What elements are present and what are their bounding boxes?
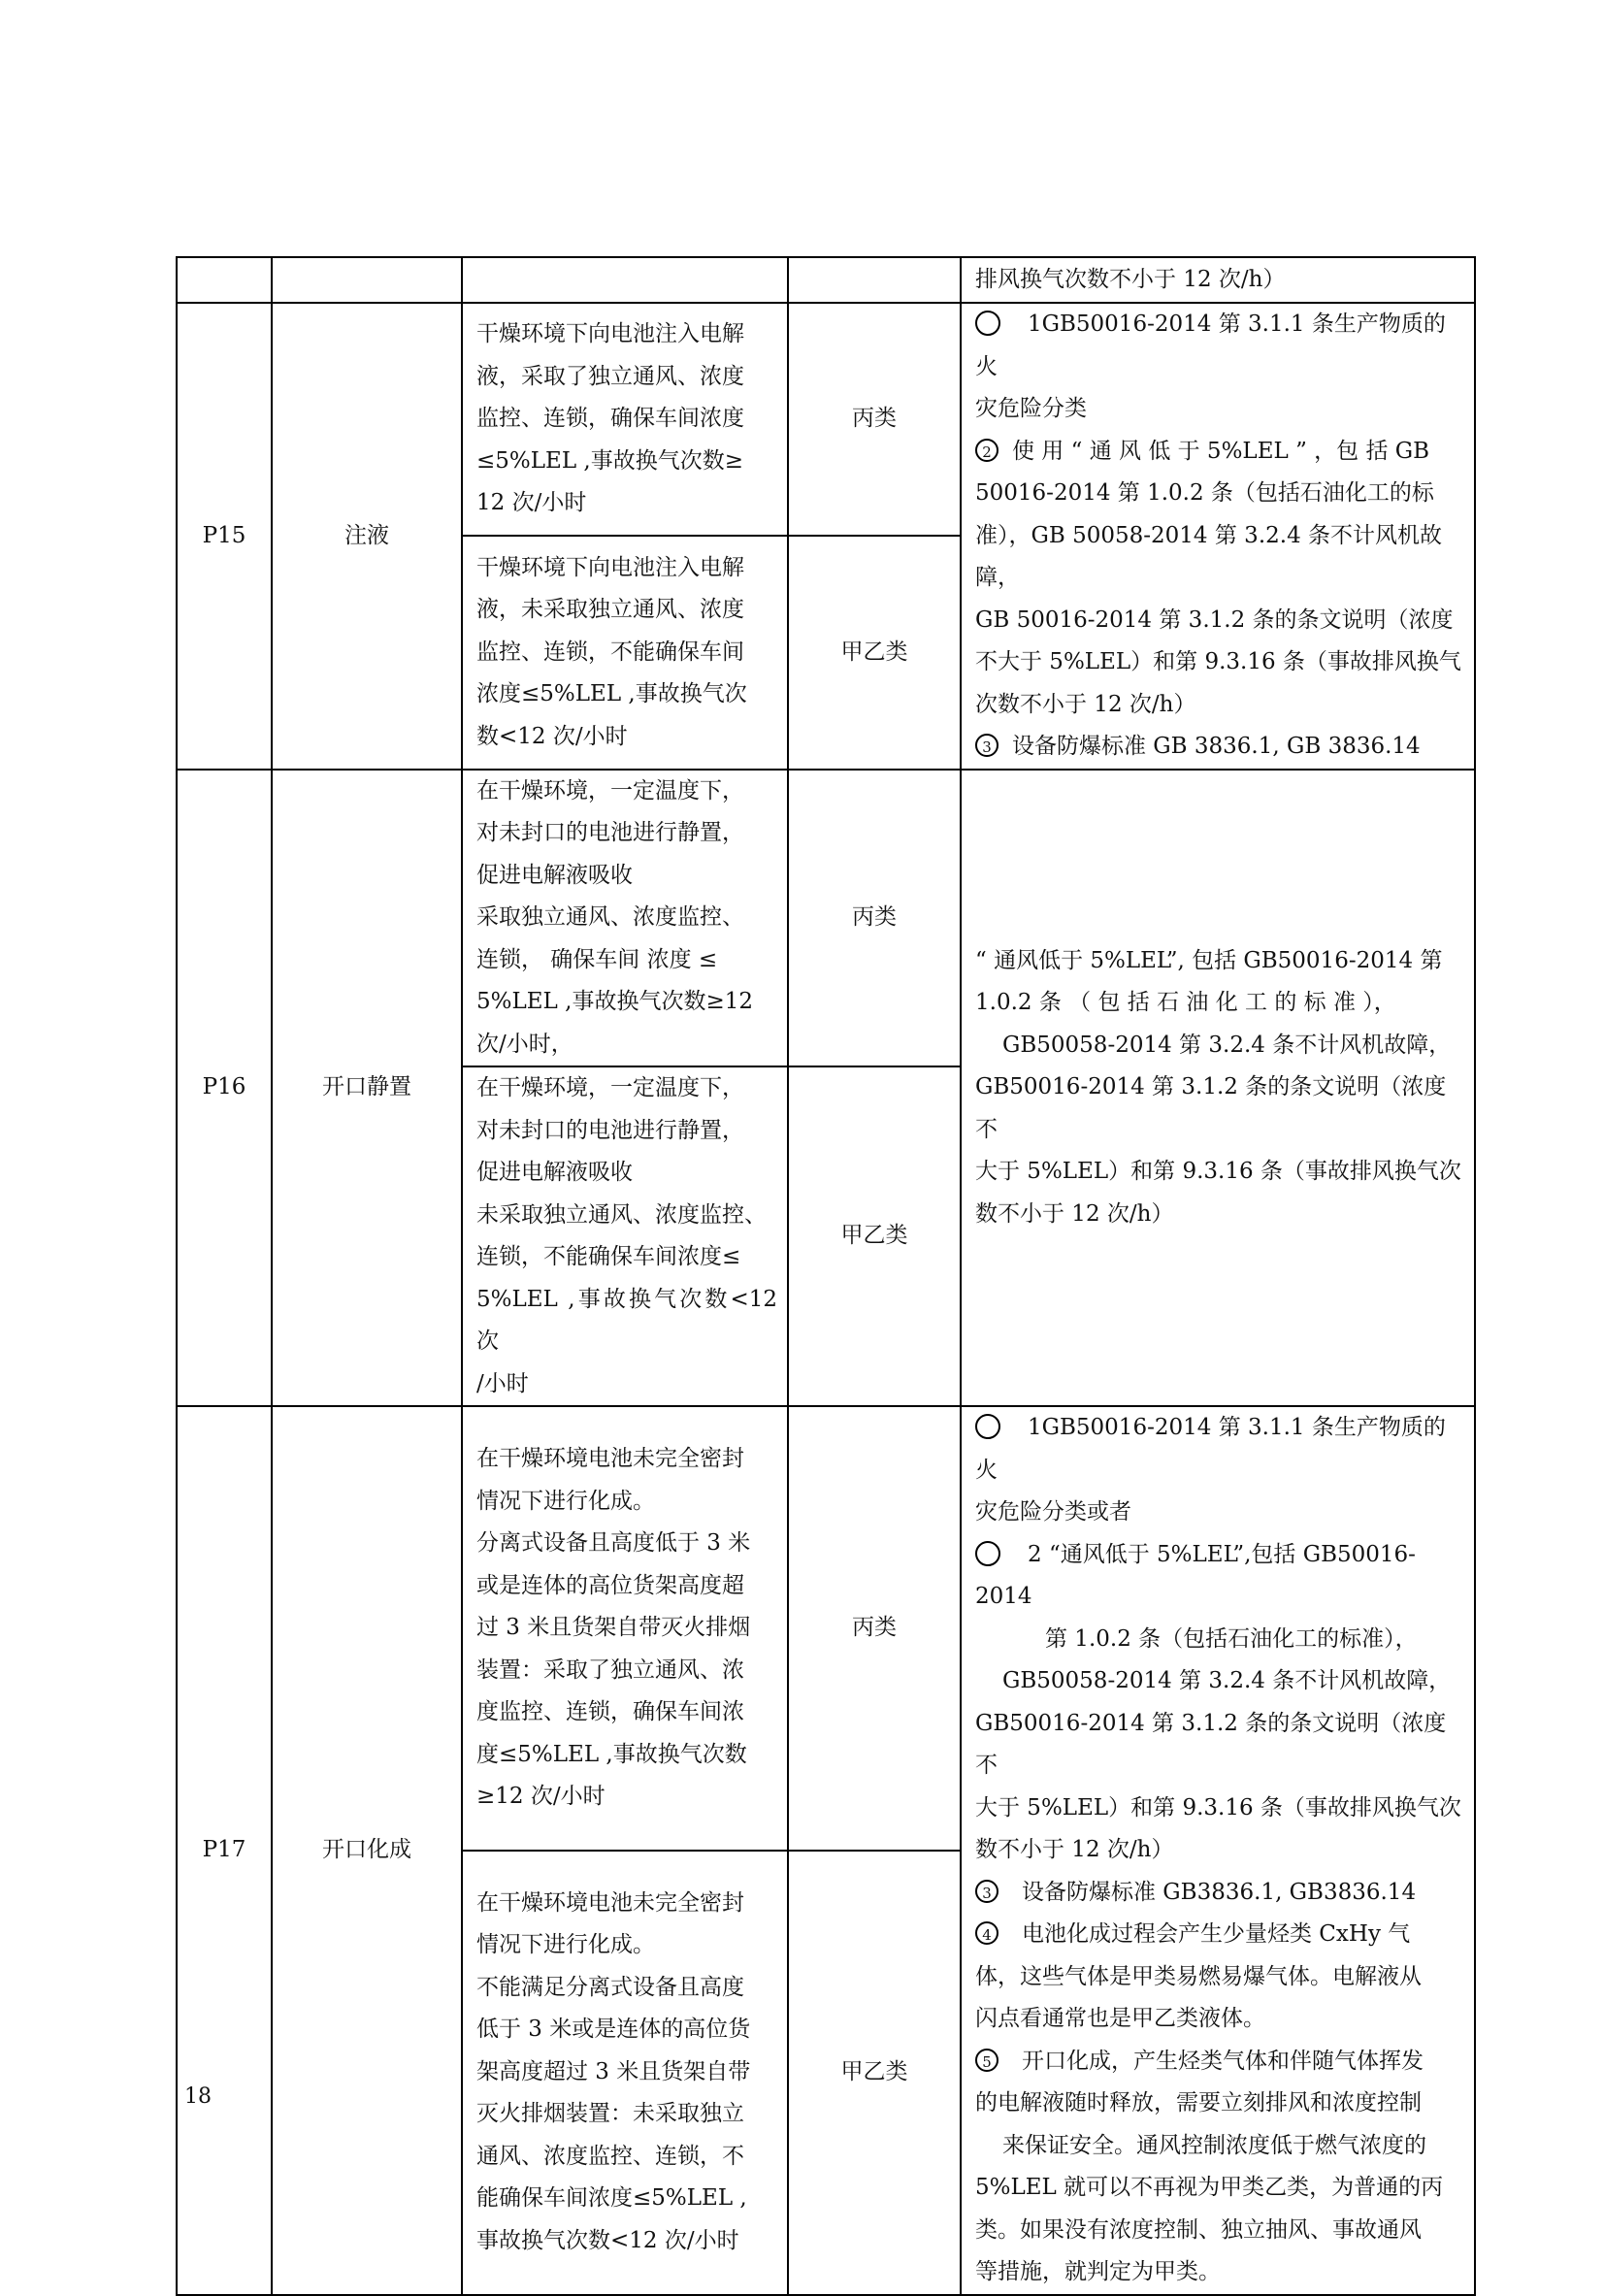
text-line: 连锁，不能确保车间浓度≤: [476, 1244, 741, 1269]
text-line: 事故换气次数<12 次/小时: [476, 2227, 739, 2253]
table-cell: [788, 257, 961, 303]
text-line: GB50016-2014 第 3.1.2 条的条文说明（浓度不: [975, 1074, 1447, 1142]
text-line: 开口化成，产生烃类气体和伴随气体挥发: [1022, 2048, 1424, 2074]
text-line: 12 次/小时: [476, 490, 587, 516]
table-cell: [272, 257, 462, 303]
text-line: 监控、连锁，不能确保车间: [476, 639, 744, 665]
process-name: 开口化成: [272, 1406, 462, 2295]
table-row: [177, 257, 1475, 303]
text-line: 度监控、连锁，确保车间浓: [476, 1699, 744, 1725]
text-line: 2 “通风低于 5%LEL”,包括 GB50016-2014: [975, 1541, 1416, 1609]
text-line: 情况下进行化成。: [476, 1488, 655, 1514]
text-line: 液，采取了独立通风、浓度: [476, 363, 744, 389]
text-line: 1GB50016-2014 第 3.1.1 条生产物质的火: [975, 1415, 1446, 1483]
text-line: 灾危险分类或者: [975, 1499, 1131, 1525]
text-line: 浓度≤5%LEL ,事故换气次: [476, 681, 747, 707]
text-line: ≤5%LEL ,事故换气次数≥: [476, 447, 743, 474]
circled-number-icon: [975, 1414, 1000, 1439]
text-line: 通风、浓度监控、连锁，不: [476, 2143, 744, 2169]
text-line: 次/小时，: [476, 1031, 573, 1057]
text-line: 大于 5%LEL）和第 9.3.16 条（事故排风换气次: [975, 1794, 1461, 1820]
text-line: 在干燥环境电池未完全密封: [476, 1446, 744, 1472]
classification-table: [176, 256, 1476, 2296]
text-line: 的电解液随时释放，需要立刻排风和浓度控制: [975, 2090, 1422, 2116]
circled-number-icon: [975, 1541, 1000, 1566]
text-line: “ 通风低于 5%LEL”, 包括 GB50016-2014 第: [975, 947, 1443, 973]
text-line: 准），GB 50058-2014 第 3.2.4 条不计风机故障，: [975, 522, 1443, 590]
text-line: GB50016-2014 第 3.1.2 条的条文说明（浓度不: [975, 1710, 1447, 1778]
text-line: 过 3 米且货架自带灭火排烟: [476, 1615, 751, 1641]
text-line: 监控、连锁，确保车间浓度: [476, 406, 744, 432]
table-cell: [177, 257, 272, 303]
text-line: 促进电解液吸收: [476, 862, 633, 888]
text-line: 采取独立通风、浓度监控、: [476, 904, 744, 930]
text-line: 装置：采取了独立通风、浓: [476, 1656, 744, 1683]
condition-cell: [462, 1066, 788, 1406]
hazard-class: 丙类: [788, 770, 961, 1067]
basis-line: 排风换气次数不小于 12 次/h）: [975, 266, 1286, 292]
text-line: 5%LEL ,事故换气次数≥12: [476, 989, 753, 1014]
condition-cell: [462, 303, 788, 536]
text-line: 能确保车间浓度≤5%LEL ,: [476, 2185, 747, 2212]
circled-number-icon: 5: [975, 2049, 998, 2072]
text-line: 度≤5%LEL ,事故换气次数: [476, 1741, 747, 1767]
condition-cell: [462, 536, 788, 769]
text-line: GB50058-2014 第 3.2.4 条不计风机故障，: [1002, 1032, 1452, 1058]
hazard-class: 丙类: [788, 1406, 961, 1851]
hazard-class: 甲乙类: [788, 536, 961, 769]
text-line: 在干燥环境，一定温度下，: [476, 777, 744, 804]
hazard-class: 甲乙类: [788, 1066, 961, 1406]
table-row: [177, 303, 1475, 536]
text-line: 第 1.0.2 条（包括石油化工的标准），: [1045, 1625, 1418, 1652]
text-line: 未采取独立通风、浓度监控、: [476, 1201, 767, 1228]
hazard-class: 甲乙类: [788, 1851, 961, 2295]
text-line: 电池化成过程会产生少量烃类 CxHy 气: [1022, 1921, 1411, 1947]
table-cell: [462, 257, 788, 303]
text-line: /小时: [476, 1370, 529, 1396]
text-line: 促进电解液吸收: [476, 1160, 633, 1185]
text-line: 次数不小于 12 次/h）: [975, 691, 1196, 717]
text-line: 1GB50016-2014 第 3.1.1 条生产物质的火: [975, 312, 1446, 379]
text-line: 在干燥环境电池未完全密封: [476, 1889, 744, 1916]
text-line: 设备防爆标准 GB 3836.1, GB 3836.14: [1012, 734, 1421, 759]
circled-number-icon: 3: [975, 734, 998, 757]
text-line: 干燥环境下向电池注入电解: [476, 554, 744, 580]
text-line: 干燥环境下向电池注入电解: [476, 321, 744, 347]
process-name: 开口静置: [272, 770, 462, 1407]
circled-number-icon: 2: [975, 439, 998, 462]
text-line: 对未封口的电池进行静置，: [476, 1117, 744, 1143]
text-line: 低于 3 米或是连体的高位货: [476, 2017, 751, 2043]
basis-cell: [961, 303, 1475, 770]
text-line: 类。如果没有浓度控制、独立抽风、事故通风: [975, 2216, 1422, 2243]
text-line: 大于 5%LEL）和第 9.3.16 条（事故排风换气次: [975, 1159, 1461, 1184]
text-line: 情况下进行化成。: [476, 1932, 655, 1958]
text-line: GB50058-2014 第 3.2.4 条不计风机故障，: [1002, 1668, 1452, 1693]
text-line: 液，未采取独立通风、浓度: [476, 597, 744, 623]
text-line: 架高度超过 3 米且货架自带: [476, 2058, 751, 2084]
text-line: 5%LEL ,事故换气次数<12 次: [476, 1286, 777, 1354]
text-line: 50016-2014 第 1.0.2 条（包括石油化工的标: [975, 480, 1434, 506]
table-row: [177, 770, 1475, 1067]
basis-cell: [961, 770, 1475, 1407]
condition-cell: [462, 1851, 788, 2295]
text-line: 灭火排烟装置：未采取独立: [476, 2101, 744, 2127]
hazard-class: 丙类: [788, 303, 961, 536]
text-line: 数不小于 12 次/h）: [975, 1200, 1174, 1227]
text-line: 等措施，就判定为甲类。: [975, 2259, 1221, 2284]
process-id: P17: [177, 1406, 272, 2295]
text-line: 体，这些气体是甲类易燃易爆气体。电解液从: [975, 1963, 1422, 1989]
table-row: [177, 1406, 1475, 1851]
text-line: 分离式设备且高度低于 3 米: [476, 1530, 751, 1557]
condition-cell: [462, 770, 788, 1067]
circled-number-icon: 4: [975, 1921, 998, 1945]
text-line: 来保证安全。通风控制浓度低于燃气浓度的: [1002, 2132, 1426, 2158]
text-line: 闪点看通常也是甲乙类液体。: [975, 2006, 1265, 2031]
process-name: 注液: [272, 303, 462, 770]
text-line: 灾危险分类: [975, 396, 1087, 421]
text-line: 对未封口的电池进行静置，: [476, 820, 744, 845]
basis-cell: [961, 257, 1475, 303]
text-line: 1.0.2 条 （ 包 括 石 油 化 工 的 标 准 ），: [975, 990, 1396, 1015]
circled-number-icon: [975, 311, 1000, 336]
text-line: GB 50016-2014 第 3.1.2 条的条文说明（浓度: [975, 607, 1454, 633]
text-line: 数不小于 12 次/h）: [975, 1837, 1174, 1862]
text-line: ≥12 次/小时: [476, 1784, 606, 1810]
text-line: 不大于 5%LEL）和第 9.3.16 条（事故排风换气: [975, 649, 1461, 674]
text-line: 不能满足分离式设备且高度: [476, 1974, 744, 2000]
process-id: P16: [177, 770, 272, 1407]
text-line: 设备防爆标准 GB3836.1, GB3836.14: [1022, 1879, 1417, 1905]
basis-cell: [961, 1406, 1475, 2295]
text-line: 数<12 次/小时: [476, 723, 628, 749]
text-line: 使 用 “ 通 风 低 于 5%LEL ” ，包 括 GB: [1012, 438, 1430, 464]
text-line: 在干燥环境，一定温度下，: [476, 1075, 744, 1100]
page-number: 18: [184, 2084, 212, 2109]
circled-number-icon: 3: [975, 1880, 998, 1903]
text-line: 5%LEL 就可以不再视为甲类乙类，为普通的丙: [975, 2175, 1444, 2200]
condition-cell: [462, 1406, 788, 1851]
process-id: P15: [177, 303, 272, 770]
text-line: 连锁， 确保车间 浓度 ≤: [476, 946, 718, 972]
text-line: 或是连体的高位货架高度超: [476, 1572, 744, 1598]
